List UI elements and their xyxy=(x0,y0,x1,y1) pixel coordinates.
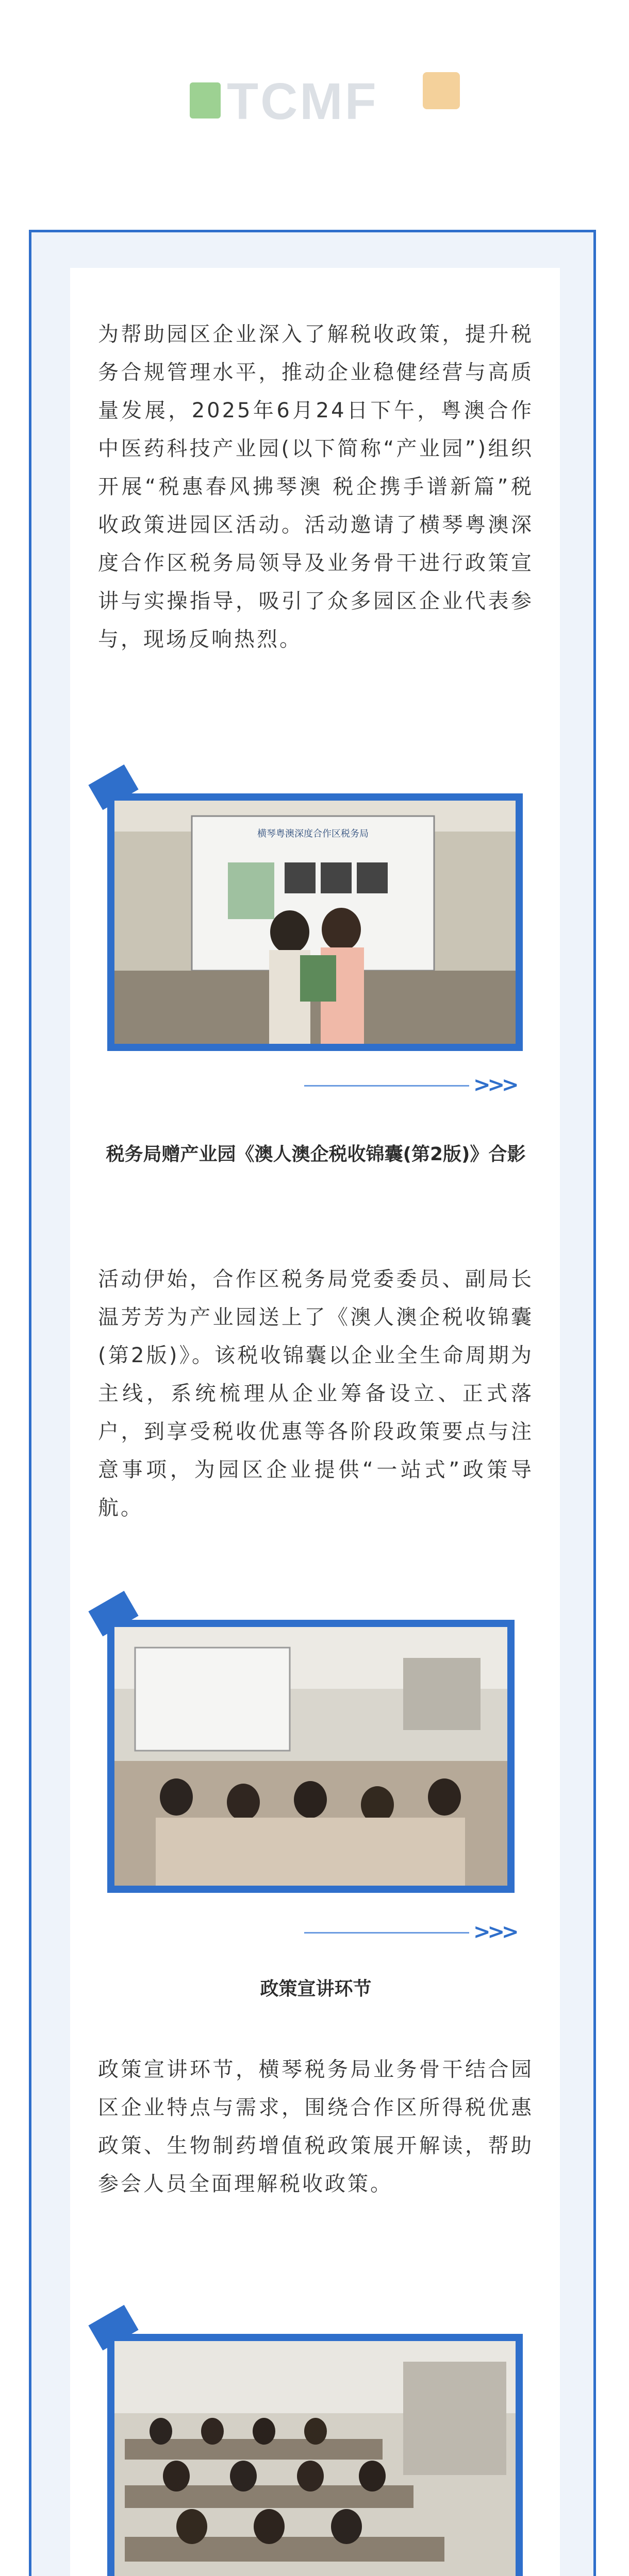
logo-green-mark xyxy=(190,82,221,118)
arrow-line xyxy=(304,1932,469,1934)
arrow-icon: >>> xyxy=(473,1073,516,1097)
lecture-photo-image xyxy=(114,1627,507,1886)
arrow-line xyxy=(304,1085,469,1087)
projection-screen-text: 横琴粤澳深度合作区税务局 xyxy=(257,828,369,839)
lecture-photo xyxy=(107,1620,515,1893)
header-logo xyxy=(0,0,629,155)
group-photo-image xyxy=(114,801,516,1044)
paragraph-lecture: 政策宣讲环节，横琴税务局业务骨干结合园区企业特点与需求，围绕合作区所得税优惠政策、生物制药增值税政策展开解读，帮助参会人员全面理解税收政策。 xyxy=(98,2058,534,2196)
paragraph-intro: 为帮助园区企业深入了解税收政策，提升税务合规管理水平，推动企业稳健经营与高质量发展，2025年6月24日下午，粤澳合作中医药科技产业园(以下简称“产业园”)组织开展“税惠春风拂琴澳 税企携手谱新篇”税收政策进园区活动。活动邀请了横琴粤澳深度合作区税务局领导及业务骨干进行政策宣讲与实操指导，吸引了众多园区企业代表参与，现场反响热烈。 xyxy=(98,323,534,651)
audience-photo-image xyxy=(114,2341,516,2576)
logo-text: TCMF xyxy=(227,73,378,130)
group-photo xyxy=(107,793,523,1051)
audience-photo xyxy=(107,2334,523,2576)
paragraph-gift: 活动伊始，合作区税务局党委委员、副局长温芳芳为产业园送上了《澳人澳企税收锦囊(第2版)》。该税收锦囊以企业全生命周期为主线，系统梳理从企业筹备设立、正式落户，到享受税收优惠等各阶段政策要点与注意事项，为园区企业提供“一站式”政策导航。 xyxy=(98,1267,534,1520)
photo-caption-1: 税务局赠产业园《澳人澳企税收锦囊(第2版)》合影 xyxy=(106,1144,526,1165)
photo-caption-2: 政策宣讲环节 xyxy=(260,1978,372,1999)
arrow-icon: >>> xyxy=(473,1920,516,1944)
logo-orange-mark xyxy=(423,72,460,109)
